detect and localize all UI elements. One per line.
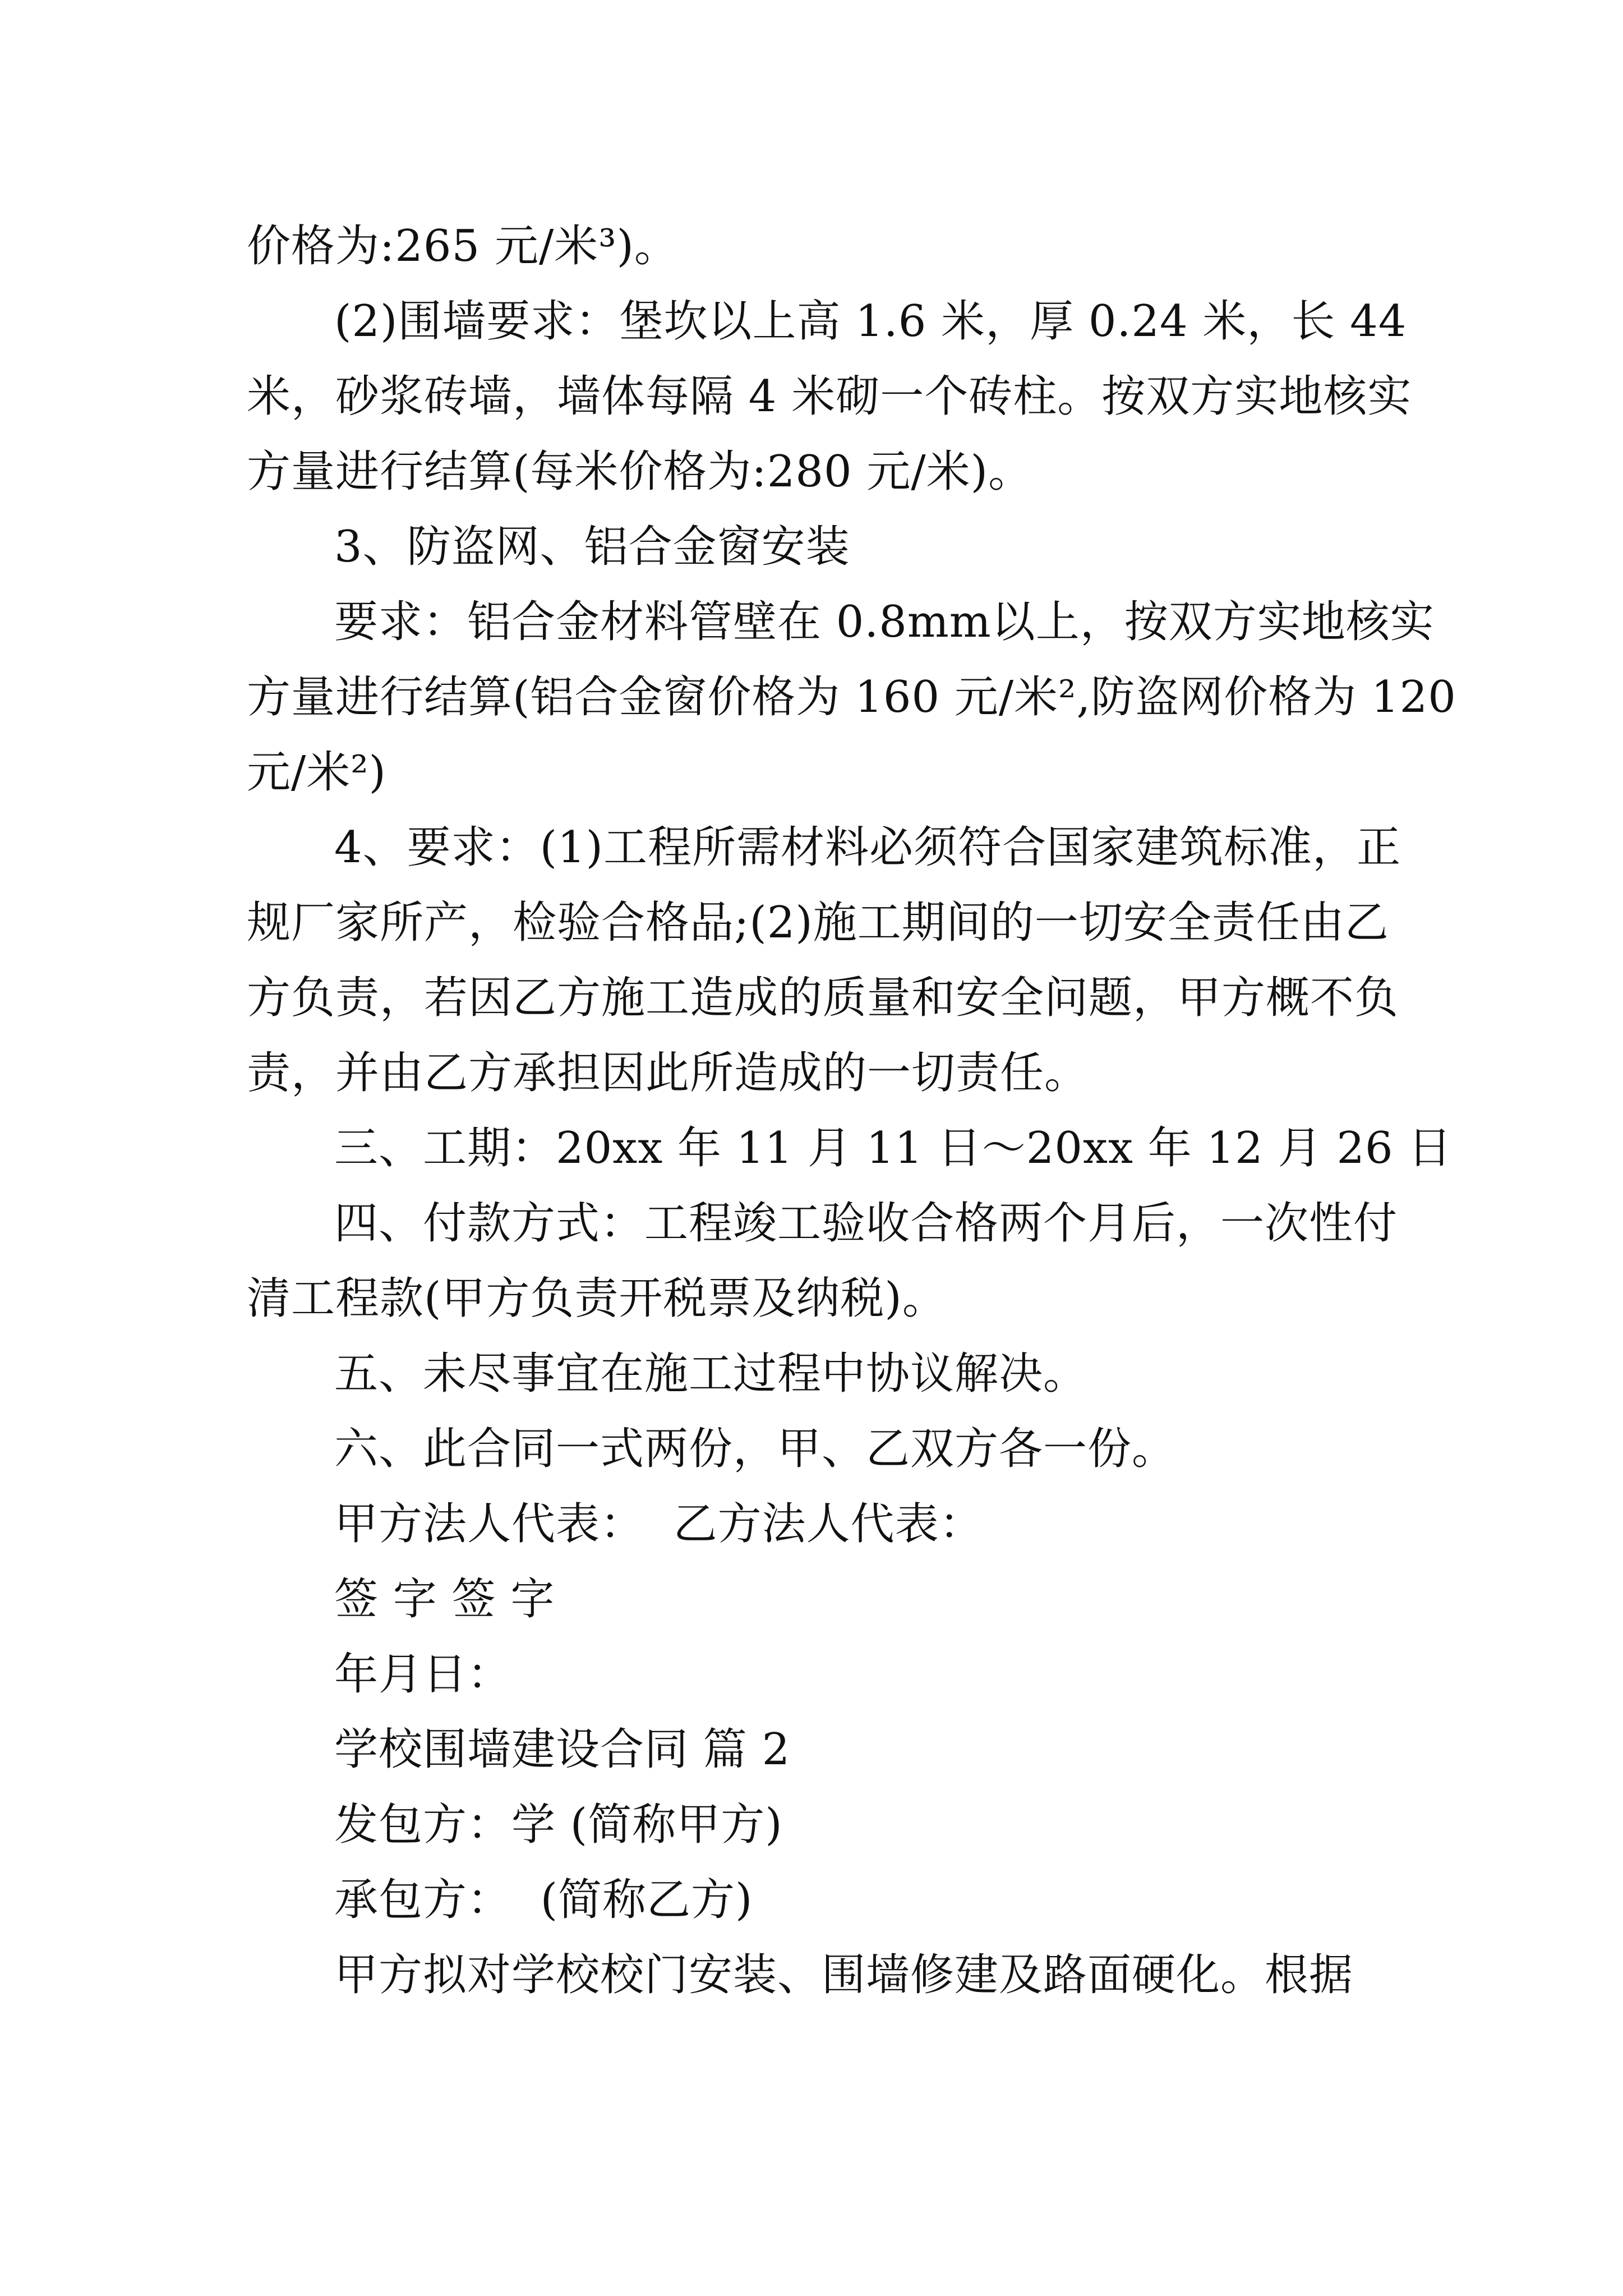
text-line-9: 4、要求：(1)工程所需材料必须符合国家建筑标准，正	[334, 822, 1401, 873]
employer-line: 发包方：学 (简称甲方)	[334, 1800, 783, 1850]
legal-representatives: 甲方法人代表： 乙方法人代表：	[334, 1499, 984, 1549]
text-line-8: 元/米²)	[247, 747, 386, 798]
text-line-1: 价格为:265 元/米³)。	[247, 221, 679, 272]
text-line-7: 方量进行结算(铝合金窗价格为 160 元/米²,防盗网价格为 120	[247, 672, 1456, 723]
section-heading-3: 3、防盗网、铝合金窗安装	[334, 522, 850, 572]
contract-title-part-2: 学校围墙建设合同 篇 2	[334, 1724, 791, 1775]
payment-method: 四、付款方式：工程竣工验收合格两个月后，一次性付	[334, 1198, 1398, 1249]
text-line-4: 方量进行结算(每米价格为:280 元/米)。	[247, 447, 1033, 497]
construction-period: 三、工期：20xx 年 11 月 11 日～20xx 年 12 月 26 日	[334, 1123, 1453, 1174]
clause-five: 五、未尽事宜在施工过程中协议解决。	[334, 1349, 1088, 1399]
text-line-3: 米，砂浆砖墙，墙体每隔 4 米砌一个砖柱。按双方实地核实	[247, 371, 1412, 422]
text-line-24: 甲方拟对学校校门安装、围墙修建及路面硬化。根据	[334, 1950, 1354, 2000]
text-line-6: 要求：铝合金材料管壁在 0.8mm以上，按双方实地核实	[334, 597, 1435, 647]
text-line-12: 责，并由乙方承担因此所造成的一切责任。	[247, 1048, 1089, 1098]
clause-six: 六、此合同一式两份，甲、乙双方各一份。	[334, 1424, 1177, 1474]
text-line-10: 规厂家所产，检验合格品;(2)施工期间的一切安全责任由乙	[247, 898, 1389, 948]
text-line-2: (2)围墙要求：堡坎以上高 1.6 米，厚 0.24 米，长 44	[334, 296, 1407, 347]
document-body	[247, 209, 1456, 2013]
text-line-11: 方负责，若因乙方施工造成的质量和安全问题，甲方概不负	[247, 973, 1399, 1023]
date-line: 年月日：	[334, 1649, 512, 1700]
contractor-line: 承包方： (简称乙方)	[334, 1875, 753, 1925]
signature-line: 签 字 签 字	[334, 1574, 555, 1625]
text-line-15: 清工程款(甲方负责开税票及纳税)。	[247, 1273, 947, 1324]
